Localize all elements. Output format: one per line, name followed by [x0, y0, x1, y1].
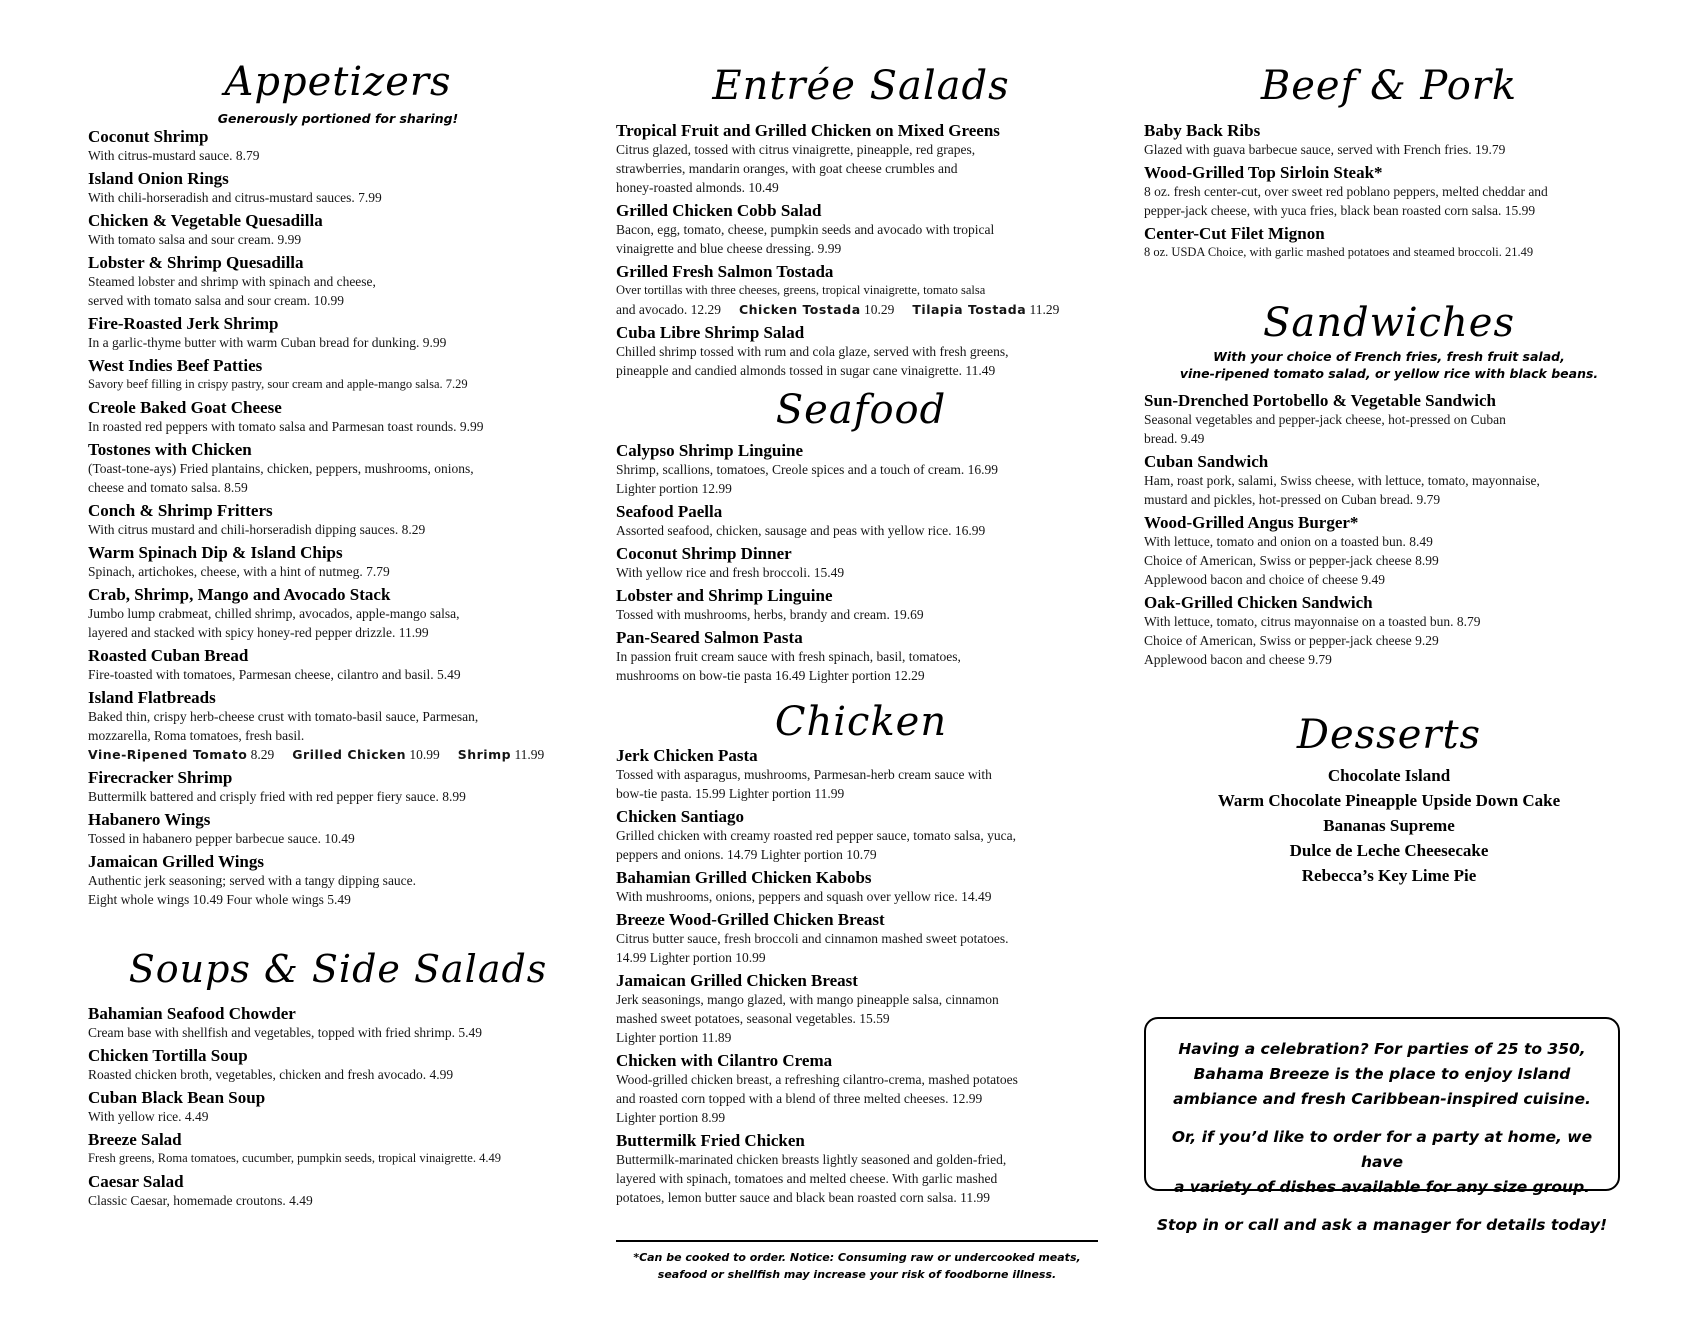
menu-item	[88, 1172, 588, 1210]
menu-item-description: honey-roasted almonds. 10.49	[616, 180, 779, 195]
menu-item	[88, 1130, 588, 1168]
menu-item	[88, 211, 588, 249]
menu-item-description: mashed sweet potatoes, seasonal vegetables. 15.59	[616, 1011, 890, 1026]
menu-item-description: Lighter portion 12.99	[616, 481, 732, 496]
menu-item	[88, 127, 588, 165]
menu-item-description: Fresh greens, Roma tomatoes, cucumber, pumpkin seeds, tropical vinaigrette. 4.49	[88, 1151, 501, 1165]
menu-item	[1144, 224, 1634, 262]
menu-item-name: Island Flatbreads	[88, 688, 216, 707]
footnote-line: *Can be cooked to order. Notice: Consuming raw or undercooked meats,	[633, 1251, 1081, 1264]
menu-item-description: Savory beef filling in crispy pastry, sour cream and apple-mango salsa. 7.29	[88, 377, 468, 391]
sandwiches-subtitle-line: With your choice of French fries, fresh fruit salad,	[1213, 349, 1565, 364]
option-label: Grilled Chicken	[292, 747, 406, 762]
menu-item-description: vinaigrette and blue cheese dressing. 9.99	[616, 241, 842, 256]
menu-item-name: Cuban Sandwich	[1144, 452, 1269, 471]
menu-item-description: layered with spinach, tomatoes and melted cheese. With garlic mashed	[616, 1171, 998, 1186]
dessert-item: Chocolate Island	[1327, 766, 1451, 785]
option-price: 8.29	[250, 747, 275, 762]
menu-item	[616, 586, 1106, 624]
menu-item-description: Buttermilk-marinated chicken breasts lightly seasoned and golden-fried,	[616, 1152, 1007, 1167]
menu-item-description: Chilled shrimp tossed with rum and cola glaze, served with fresh greens,	[616, 344, 1009, 359]
footnote-divider	[616, 1240, 1098, 1242]
menu-item-description: Jumbo lump crabmeat, chilled shrimp, avocados, apple-mango salsa,	[88, 606, 460, 621]
menu-item-description: Bacon, egg, tomato, cheese, pumpkin seeds and avocado with tropical	[616, 222, 995, 237]
menu-item-description: Lighter portion 8.99	[616, 1110, 726, 1125]
menu-item-description: strawberries, mandarin oranges, with goat cheese crumbles and	[616, 161, 958, 176]
sandwiches-subtitle-line: vine-ripened tomato salad, or yellow rice with black beans.	[1179, 366, 1599, 381]
menu-item-description: layered and stacked with spicy honey-red pepper drizzle. 11.99	[88, 625, 429, 640]
menu-item-description: Fire-toasted with tomatoes, Parmesan cheese, cilantro and basil. 5.49	[88, 667, 461, 682]
menu-item-description: Baked thin, crispy herb-cheese crust with tomato-basil sauce, Parmesan,	[88, 709, 479, 724]
menu-item-description: Seasonal vegetables and pepper-jack cheese, hot-pressed on Cuban	[1144, 412, 1506, 427]
menu-item-description: mushrooms on bow-tie pasta 16.49 Lighter portion 12.29	[616, 668, 925, 683]
menu-item	[1144, 593, 1634, 669]
menu-item-description: mustard and pickles, hot-pressed on Cuban bread. 9.79	[1144, 492, 1441, 507]
menu-item-name: Conch & Shrimp Fritters	[88, 501, 273, 520]
menu-item-name: Grilled Fresh Salmon Tostada	[616, 262, 834, 281]
footnote	[616, 1249, 1098, 1283]
menu-item-description: Choice of American, Swiss or pepper-jack cheese 8.99	[1144, 553, 1439, 568]
menu-item-description: With yellow rice and fresh broccoli. 15.49	[616, 565, 845, 580]
menu-item-description: peppers and onions. 14.79 Lighter portion 10.79	[616, 847, 877, 862]
menu-item-name: Buttermilk Fried Chicken	[616, 1131, 805, 1150]
entree-salads-title: Entrée Salads	[712, 63, 1010, 109]
menu-item-description: Lighter portion 11.89	[616, 1030, 732, 1045]
menu-item-description: With mushrooms, onions, peppers and squash over yellow rice. 14.49	[616, 889, 992, 904]
menu-item-description: Tossed with mushrooms, herbs, brandy and cream. 19.69	[616, 607, 924, 622]
option-price: 10.29	[864, 302, 895, 317]
menu-item-description: Applewood bacon and choice of cheese 9.49	[1144, 572, 1386, 587]
option-label: Shrimp	[457, 747, 512, 762]
menu-item	[1144, 391, 1634, 448]
menu-item-name: Coconut Shrimp Dinner	[616, 544, 792, 563]
menu-item-description: bow-tie pasta. 15.99 Lighter portion 11.99	[616, 786, 845, 801]
promo-line: Stop in or call and ask a manager for details today!	[1156, 1216, 1608, 1234]
menu-item-name: Coconut Shrimp	[88, 127, 209, 146]
option-label: Vine-Ripened Tomato	[88, 747, 248, 762]
menu-item-name: Lobster and Shrimp Linguine	[616, 586, 833, 605]
menu-item-options	[88, 745, 588, 764]
dessert-item: Dulce de Leche Cheesecake	[1289, 841, 1489, 860]
menu-item	[616, 746, 1106, 803]
beef-pork-list	[1144, 121, 1634, 266]
menu-item-description: Tossed in habanero pepper barbecue sauce. 10.49	[88, 831, 355, 846]
menu-item	[88, 646, 588, 684]
menu-item	[88, 253, 588, 310]
menu-item-description: Glazed with guava barbecue sauce, served with French fries. 19.79	[1144, 142, 1506, 157]
menu-item	[88, 398, 588, 436]
menu-item-description: Citrus glazed, tossed with citrus vinaigrette, pineapple, red grapes,	[616, 142, 976, 157]
menu-item-description: With lettuce, tomato and onion on a toasted bun. 8.49	[1144, 534, 1433, 549]
menu-item-description: cheese and tomato salsa. 8.59	[88, 480, 248, 495]
menu-item-name: Jamaican Grilled Wings	[88, 852, 265, 871]
menu-item-name: Chicken Tortilla Soup	[88, 1046, 248, 1065]
menu-item	[88, 1088, 588, 1126]
menu-item-name: Island Onion Rings	[88, 169, 229, 188]
menu-item-description: pineapple and candied almonds tossed in sugar cane vinaigrette. 11.49	[616, 363, 996, 378]
chicken-title: Chicken	[774, 699, 948, 745]
menu-item	[616, 502, 1106, 540]
catering-promo-box	[1144, 1017, 1620, 1234]
menu-item-name: Warm Spinach Dip & Island Chips	[88, 543, 343, 562]
menu-item	[616, 807, 1106, 864]
menu-item	[616, 910, 1106, 967]
menu-item-name: Wood-Grilled Angus Burger*	[1144, 513, 1359, 532]
menu-item	[616, 323, 1106, 380]
option-price: 11.29	[1029, 302, 1060, 317]
seafood-list	[616, 441, 1106, 689]
menu-item-description: Grilled chicken with creamy roasted red pepper sauce, tomato salsa, yuca,	[616, 828, 1016, 843]
appetizers-title: Appetizers	[224, 59, 452, 105]
menu-item-description: Tossed with asparagus, mushrooms, Parmesan-herb cream sauce with	[616, 767, 992, 782]
menu-item-description: Choice of American, Swiss or pepper-jack cheese 9.29	[1144, 633, 1439, 648]
menu-item	[88, 440, 588, 497]
menu-item-description: Jerk seasonings, mango glazed, with mango pineapple salsa, cinnamon	[616, 992, 999, 1007]
menu-item-name: Chicken with Cilantro Crema	[616, 1051, 833, 1070]
menu-item-name: Seafood Paella	[616, 502, 723, 521]
menu-item	[88, 688, 588, 764]
menu-item-description: Wood-grilled chicken breast, a refreshing cilantro-crema, mashed potatoes	[616, 1072, 1018, 1087]
menu-item-description: Classic Caesar, homemade croutons. 4.49	[88, 1193, 313, 1208]
menu-item	[88, 1046, 588, 1084]
menu-item-name: Creole Baked Goat Cheese	[88, 398, 282, 417]
menu-item-name: Bahamian Grilled Chicken Kabobs	[616, 868, 872, 887]
menu-item-description: Assorted seafood, chicken, sausage and peas with yellow rice. 16.99	[616, 523, 986, 538]
menu-item	[88, 501, 588, 539]
menu-item-description: In passion fruit cream sauce with fresh spinach, basil, tomatoes,	[616, 649, 961, 664]
chicken-list	[616, 746, 1106, 1211]
menu-item	[616, 201, 1106, 258]
sandwiches-subtitle	[1144, 348, 1634, 382]
menu-item-description: Ham, roast pork, salami, Swiss cheese, with lettuce, tomato, mayonnaise,	[1144, 473, 1540, 488]
appetizers-subtitle: Generously portioned for sharing!	[217, 111, 459, 126]
menu-item	[88, 768, 588, 806]
menu-item-description: Applewood bacon and cheese 9.79	[1144, 652, 1332, 667]
menu-item	[88, 810, 588, 848]
menu-item-description: Authentic jerk seasoning; served with a tangy dipping sauce.	[88, 873, 417, 888]
menu-item-name: West Indies Beef Patties	[88, 356, 263, 375]
menu-item	[1144, 163, 1634, 220]
menu-item-name: Baby Back Ribs	[1144, 121, 1261, 140]
promo-line: a variety of dishes available for any size group.	[1173, 1178, 1591, 1196]
menu-item-description: With chili-horseradish and citrus-mustard sauces. 7.99	[88, 190, 382, 205]
promo-line: Or, if you’d like to order for a party at home, we have	[1171, 1128, 1593, 1171]
menu-item-description: With citrus mustard and chili-horseradish dipping sauces. 8.29	[88, 522, 426, 537]
menu-item-description: Roasted chicken broth, vegetables, chicken and fresh avocado. 4.99	[88, 1067, 454, 1082]
menu-item-name: Pan-Seared Salmon Pasta	[616, 628, 803, 647]
sandwiches-title: Sandwiches	[1262, 300, 1515, 346]
appetizers-list	[88, 127, 588, 913]
menu-item-description: In roasted red peppers with tomato salsa and Parmesan toast rounds. 9.99	[88, 419, 484, 434]
menu-item-name: Firecracker Shrimp	[88, 768, 233, 787]
desserts-title: Desserts	[1296, 712, 1482, 758]
menu-item-name: Breeze Salad	[88, 1130, 182, 1149]
option-label: Tilapia Tostada	[912, 302, 1027, 317]
menu-item	[88, 852, 588, 909]
menu-item-name: Habanero Wings	[88, 810, 211, 829]
menu-item	[88, 1004, 588, 1042]
menu-item	[88, 169, 588, 207]
option-price: 10.99	[409, 747, 440, 762]
menu-item-description: With citrus-mustard sauce. 8.79	[88, 148, 260, 163]
menu-item-description: Over tortillas with three cheeses, greens, tropical vinaigrette, tomato salsa	[616, 283, 986, 297]
menu-item-description: 14.99 Lighter portion 10.99	[616, 950, 766, 965]
menu-item-name: Tostones with Chicken	[88, 440, 252, 459]
menu-item-description: Spinach, artichokes, cheese, with a hint of nutmeg. 7.79	[88, 564, 390, 579]
menu-item-description: With yellow rice. 4.49	[88, 1109, 209, 1124]
promo-line: Bahama Breeze is the place to enjoy Island	[1193, 1065, 1571, 1083]
menu-item-name: Bahamian Seafood Chowder	[88, 1004, 296, 1023]
sandwiches-list	[1144, 391, 1634, 673]
menu-item-description: Citrus butter sauce, fresh broccoli and cinnamon mashed sweet potatoes.	[616, 931, 1009, 946]
menu-item	[1144, 452, 1634, 509]
menu-item-description: served with tomato salsa and sour cream. 10.99	[88, 293, 345, 308]
menu-item	[1144, 121, 1634, 159]
menu-item-name: Lobster & Shrimp Quesadilla	[88, 253, 304, 272]
option-label: Chicken Tostada	[738, 302, 861, 317]
menu-item-description: Shrimp, scallions, tomatoes, Creole spices and a touch of cream. 16.99	[616, 462, 999, 477]
menu-item-name: Calypso Shrimp Linguine	[616, 441, 804, 460]
promo-paragraph	[1156, 1037, 1608, 1112]
menu-item-description: mozzarella, Roma tomatoes, fresh basil.	[88, 728, 305, 743]
soups-list	[88, 1004, 588, 1214]
menu-item	[616, 628, 1106, 685]
menu-item-description: Steamed lobster and shrimp with spinach and cheese,	[88, 274, 376, 289]
menu-item-name: Center-Cut Filet Mignon	[1144, 224, 1325, 243]
menu-item	[616, 971, 1106, 1047]
menu-item-name: Grilled Chicken Cobb Salad	[616, 201, 822, 220]
beef-pork-title: Beef & Pork	[1260, 63, 1518, 109]
dessert-item: Bananas Supreme	[1323, 816, 1455, 835]
menu-item-description: potatoes, lemon butter sauce and black bean roasted corn salsa. 11.99	[616, 1190, 990, 1205]
menu-item	[616, 1051, 1106, 1127]
menu-item-name: Jamaican Grilled Chicken Breast	[616, 971, 858, 990]
promo-line: ambiance and fresh Caribbean-inspired cuisine.	[1173, 1090, 1591, 1108]
menu-item-name: Caesar Salad	[88, 1172, 184, 1191]
menu-item	[616, 544, 1106, 582]
menu-item-description: 8 oz. fresh center-cut, over sweet red poblano peppers, melted cheddar and	[1144, 184, 1548, 199]
menu-item	[1144, 513, 1634, 589]
menu-item-description: In a garlic-thyme butter with warm Cuban bread for dunking. 9.99	[88, 335, 447, 350]
menu-item-description: bread. 9.49	[1144, 431, 1205, 446]
menu-item-description: With lettuce, tomato, citrus mayonnaise on a toasted bun. 8.79	[1144, 614, 1481, 629]
menu-item	[88, 543, 588, 581]
entree-salads-list	[616, 121, 1106, 384]
dessert-item: Warm Chocolate Pineapple Upside Down Cake	[1217, 791, 1561, 810]
menu-item	[88, 356, 588, 394]
menu-item-name: Roasted Cuban Bread	[88, 646, 249, 665]
menu-item-description: 8 oz. USDA Choice, with garlic mashed potatoes and steamed broccoli. 21.49	[1144, 245, 1534, 259]
menu-item-name: Chicken & Vegetable Quesadilla	[88, 211, 323, 230]
menu-item-name: Jerk Chicken Pasta	[616, 746, 758, 765]
menu-item-name: Cuban Black Bean Soup	[88, 1088, 266, 1107]
menu-item-options	[616, 300, 1106, 319]
desserts-list	[1144, 763, 1634, 888]
promo-paragraph	[1156, 1125, 1608, 1200]
menu-item-name: Sun-Drenched Portobello & Vegetable Sandwich	[1144, 391, 1496, 410]
footnote-line: seafood or shellfish may increase your risk of foodborne illness.	[657, 1268, 1057, 1281]
menu-item	[616, 121, 1106, 197]
menu-item	[88, 314, 588, 352]
option-text: and avocado. 12.29	[616, 302, 721, 317]
menu-item-description: pepper-jack cheese, with yuca fries, black bean roasted corn salsa. 15.99	[1144, 203, 1536, 218]
menu-item-description: Eight whole wings 10.49 Four whole wings 5.49	[88, 892, 351, 907]
menu-item	[616, 1131, 1106, 1207]
option-price: 11.99	[514, 747, 545, 762]
menu-item-name: Crab, Shrimp, Mango and Avocado Stack	[88, 585, 391, 604]
menu-item	[616, 262, 1106, 319]
menu-item-description: Buttermilk battered and crisply fried with red pepper fiery sauce. 8.99	[88, 789, 466, 804]
menu-item	[616, 441, 1106, 498]
menu-item-description: With tomato salsa and sour cream. 9.99	[88, 232, 302, 247]
menu-item-description: (Toast-tone-ays) Fried plantains, chicken, peppers, mushrooms, onions,	[88, 461, 474, 476]
menu-item-description: Cream base with shellfish and vegetables, topped with fried shrimp. 5.49	[88, 1025, 483, 1040]
menu-item-name: Cuba Libre Shrimp Salad	[616, 323, 805, 342]
dessert-item: Rebecca’s Key Lime Pie	[1301, 866, 1477, 885]
menu-item-description: and roasted corn topped with a blend of three melted cheeses. 12.99	[616, 1091, 983, 1106]
menu-item-name: Wood-Grilled Top Sirloin Steak*	[1144, 163, 1383, 182]
soups-title: Soups & Side Salads	[128, 947, 548, 991]
promo-paragraph	[1156, 1213, 1608, 1238]
menu-item-name: Breeze Wood-Grilled Chicken Breast	[616, 910, 885, 929]
promo-line: Having a celebration? For parties of 25 to 350,	[1178, 1040, 1586, 1058]
menu-item-name: Tropical Fruit and Grilled Chicken on Mixed Greens	[616, 121, 1000, 140]
menu-item-name: Oak-Grilled Chicken Sandwich	[1144, 593, 1373, 612]
menu-item-name: Fire-Roasted Jerk Shrimp	[88, 314, 279, 333]
seafood-title: Seafood	[775, 387, 947, 433]
menu-item	[88, 585, 588, 642]
menu-item-name: Chicken Santiago	[616, 807, 744, 826]
menu-item	[616, 868, 1106, 906]
